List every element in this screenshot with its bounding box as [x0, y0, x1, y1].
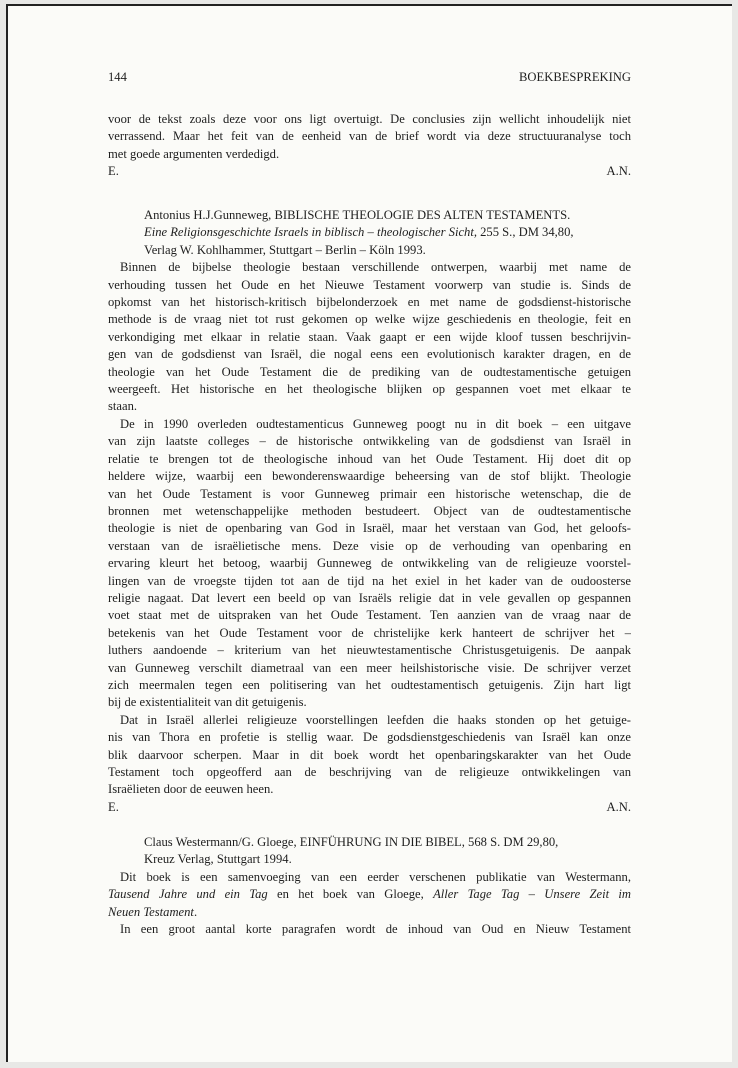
- text-line: religie nagaat. Dat levert een beeld op van Israëls religie dat in vele gevallen op gespannen: [108, 590, 631, 605]
- text-line: Dat in Israël allerlei religieuze voorstellingen leefden die haaks stonden op het getuige-: [120, 712, 631, 727]
- paragraph-2: [108, 921, 631, 938]
- text-line: In een groot aantal korte paragrafen wordt de inhoud van Oud en Nieuw Testament: [120, 922, 631, 937]
- previous-review-tail: [108, 111, 631, 181]
- text-line: Dit boek is een samenvoeging van een eerder verschenen publikatie van Westermann,: [120, 869, 631, 884]
- book-title-2: Aller Tage Tag – Unsere Zeit im: [433, 887, 631, 902]
- text-line: bij de existentialiteit van dit getuigenis.: [108, 695, 307, 710]
- text-line: met goede argumenten verdedigd.: [108, 146, 280, 161]
- review-signature: [108, 799, 631, 816]
- biblio-pages-price: 255 S., DM 34,80,: [476, 225, 574, 240]
- text-line: Binnen de bijbelse theologie bestaan verschillende ontwerpen, waarbij met name de: [120, 260, 631, 275]
- text-line: voet staat met de uitspraken van het Oude Testament. Ten aanzien van de vraag naar de: [108, 608, 631, 623]
- biblio-line: Verlag W. Kohlhammer, Stuttgart – Berlin – Köln 1993.: [144, 242, 426, 257]
- bibliographic-entry: [108, 834, 631, 869]
- text-line: verkondiging met elkaar in relatie staan. Vaak gaapt er een wijde kloof tussen beschrijvin-: [108, 329, 631, 344]
- text-line: lingen van de vroegste tijden tot aan de tijd na het exiel in het kader van de oudoosterse: [108, 573, 631, 588]
- bibliographic-entry: [108, 207, 631, 259]
- text-fragment: .: [193, 904, 198, 919]
- page-number: 144: [108, 70, 127, 84]
- text-line: theologie van het Oude Testament die de prediking van de oudtestamentische getuigen: [108, 364, 631, 379]
- text-line: heldere wijze, waarbij een bewonderenswaardige beheersing van de stof blijkt. Theologie: [108, 469, 631, 484]
- text-line: nis van Thora en profetie is stellig waar. De godsdienstgeschiedenis van Israël kan onze: [108, 730, 631, 745]
- text-line: van zijn laatste colleges – de historische ontwikkeling van de godsdienst van Israël in: [108, 434, 631, 449]
- text-line: voor de tekst zoals deze voor ons ligt overtuigt. De conclusies zijn wellicht inhoudelijk niet: [108, 112, 631, 126]
- paragraph-3: [108, 712, 631, 799]
- signature-initials: A.N.: [606, 164, 631, 179]
- signature-left: E.: [108, 799, 119, 814]
- text-line: van Gunneweg verschilt diametraal van een meer heilshistorische visie. De schrijver verzet: [108, 660, 631, 675]
- text-line: blik daarvoor scherpen. Maar in dit boek wordt het openbaringskarakter van het Oude: [108, 747, 631, 762]
- paragraph-2: [108, 416, 631, 712]
- book-title-1: Tausend Jahre und ein Tag: [108, 887, 268, 902]
- text-line: relatie te brengen tot de theologische inhoud van het Oude Testament. Hij doet dit op: [108, 451, 631, 466]
- review-signature: [108, 163, 631, 180]
- text-line: gen van de godsdienst van Israël, die nogal eens een evolutionisch karakter dragen, en de: [108, 347, 631, 362]
- text-line: weergeeft. Het historische en het theologische blijken op gespannen voet met elkaar te: [108, 382, 631, 397]
- text-line: [108, 904, 631, 921]
- text-line: De in 1990 overleden oudtestamenticus Gunneweg poogt nu in dit boek – een uitgave: [120, 416, 631, 431]
- text-line: van het Oude Testament is voor Gunneweg primair een historische wetenschap, die de: [108, 486, 631, 501]
- text-line: betekenis van het Oude Testament voor de christelijke kerk hanteert de schrijver het –: [108, 625, 631, 640]
- text-line: verhouding tussen het Oude en het Nieuwe Testament voorwerp van studie is. Sinds de: [108, 277, 631, 292]
- biblio-line: Antonius H.J.Gunneweg, BIBLISCHE THEOLOGIE DES ALTEN TESTAMENTS.: [144, 208, 571, 222]
- book-subtitle: Eine Religionsgeschichte Israels in biblisch – theologischer Sicht,: [144, 225, 477, 240]
- signature-left: E.: [108, 164, 119, 179]
- text-line: opkomst van het historisch-kritisch bijbelonderzoek en met name de godsdienst-historische: [108, 295, 631, 310]
- text-line: methode is de vraag niet tot rust gekomen op welke wijze geschiedenis en theologie, feit en: [108, 312, 631, 327]
- review-westermann: [108, 834, 631, 938]
- text-line: verstaan van de israëlietische mens. Deze visie op de verhouding van openbaring en: [108, 538, 631, 553]
- signature-initials: A.N.: [606, 799, 631, 814]
- text-line: staan.: [108, 399, 138, 414]
- review-gunneweg: [108, 207, 631, 816]
- text-line: ervaring kleurt het betoog, waarbij Gunneweg de ontwikkeling van de religieuze voorstel-: [108, 556, 631, 571]
- text-fragment: en het boek van Gloege,: [267, 887, 434, 902]
- running-title: BOEKBESPREKING: [519, 70, 631, 84]
- text-line: verrassend. Maar het feit van de eenheid van de brief wordt via deze structuuranalyse toch: [108, 129, 631, 144]
- text-line: [108, 886, 631, 903]
- text-line: zich meermalen tegen een politisering van het oudtestamentisch getuigenis. Zijn hart ligt: [108, 677, 631, 692]
- paragraph-1: [108, 259, 631, 416]
- biblio-line: Claus Westermann/G. Gloege, EINFÜHRUNG IN DIE BIBEL, 568 S. DM 29,80,: [144, 835, 559, 849]
- biblio-line: Kreuz Verlag, Stuttgart 1994.: [144, 852, 292, 867]
- text-line: luthers aandoende – kriterium van het nieuwtestamentische Christusgetuigenis. De aanpak: [108, 643, 631, 658]
- page-header: [108, 70, 631, 85]
- book-title-2-cont: Neuen Testament: [108, 904, 194, 919]
- paragraph-1: [108, 869, 631, 921]
- text-line: theologie is niet de openbaring van God in Israël, maar het verstaan van God, het geloofs-: [108, 521, 631, 536]
- text-line: Israëlieten door de eeuwen heen.: [108, 782, 274, 797]
- biblio-line: [144, 224, 631, 241]
- text-line: Testament toch opgeofferd aan de beschrijving van de religieuze ontwikkelingen van: [108, 765, 631, 779]
- text-line: bronnen met wetenschappelijke methoden bestudeert. Object van de oudtestamentische: [108, 503, 631, 518]
